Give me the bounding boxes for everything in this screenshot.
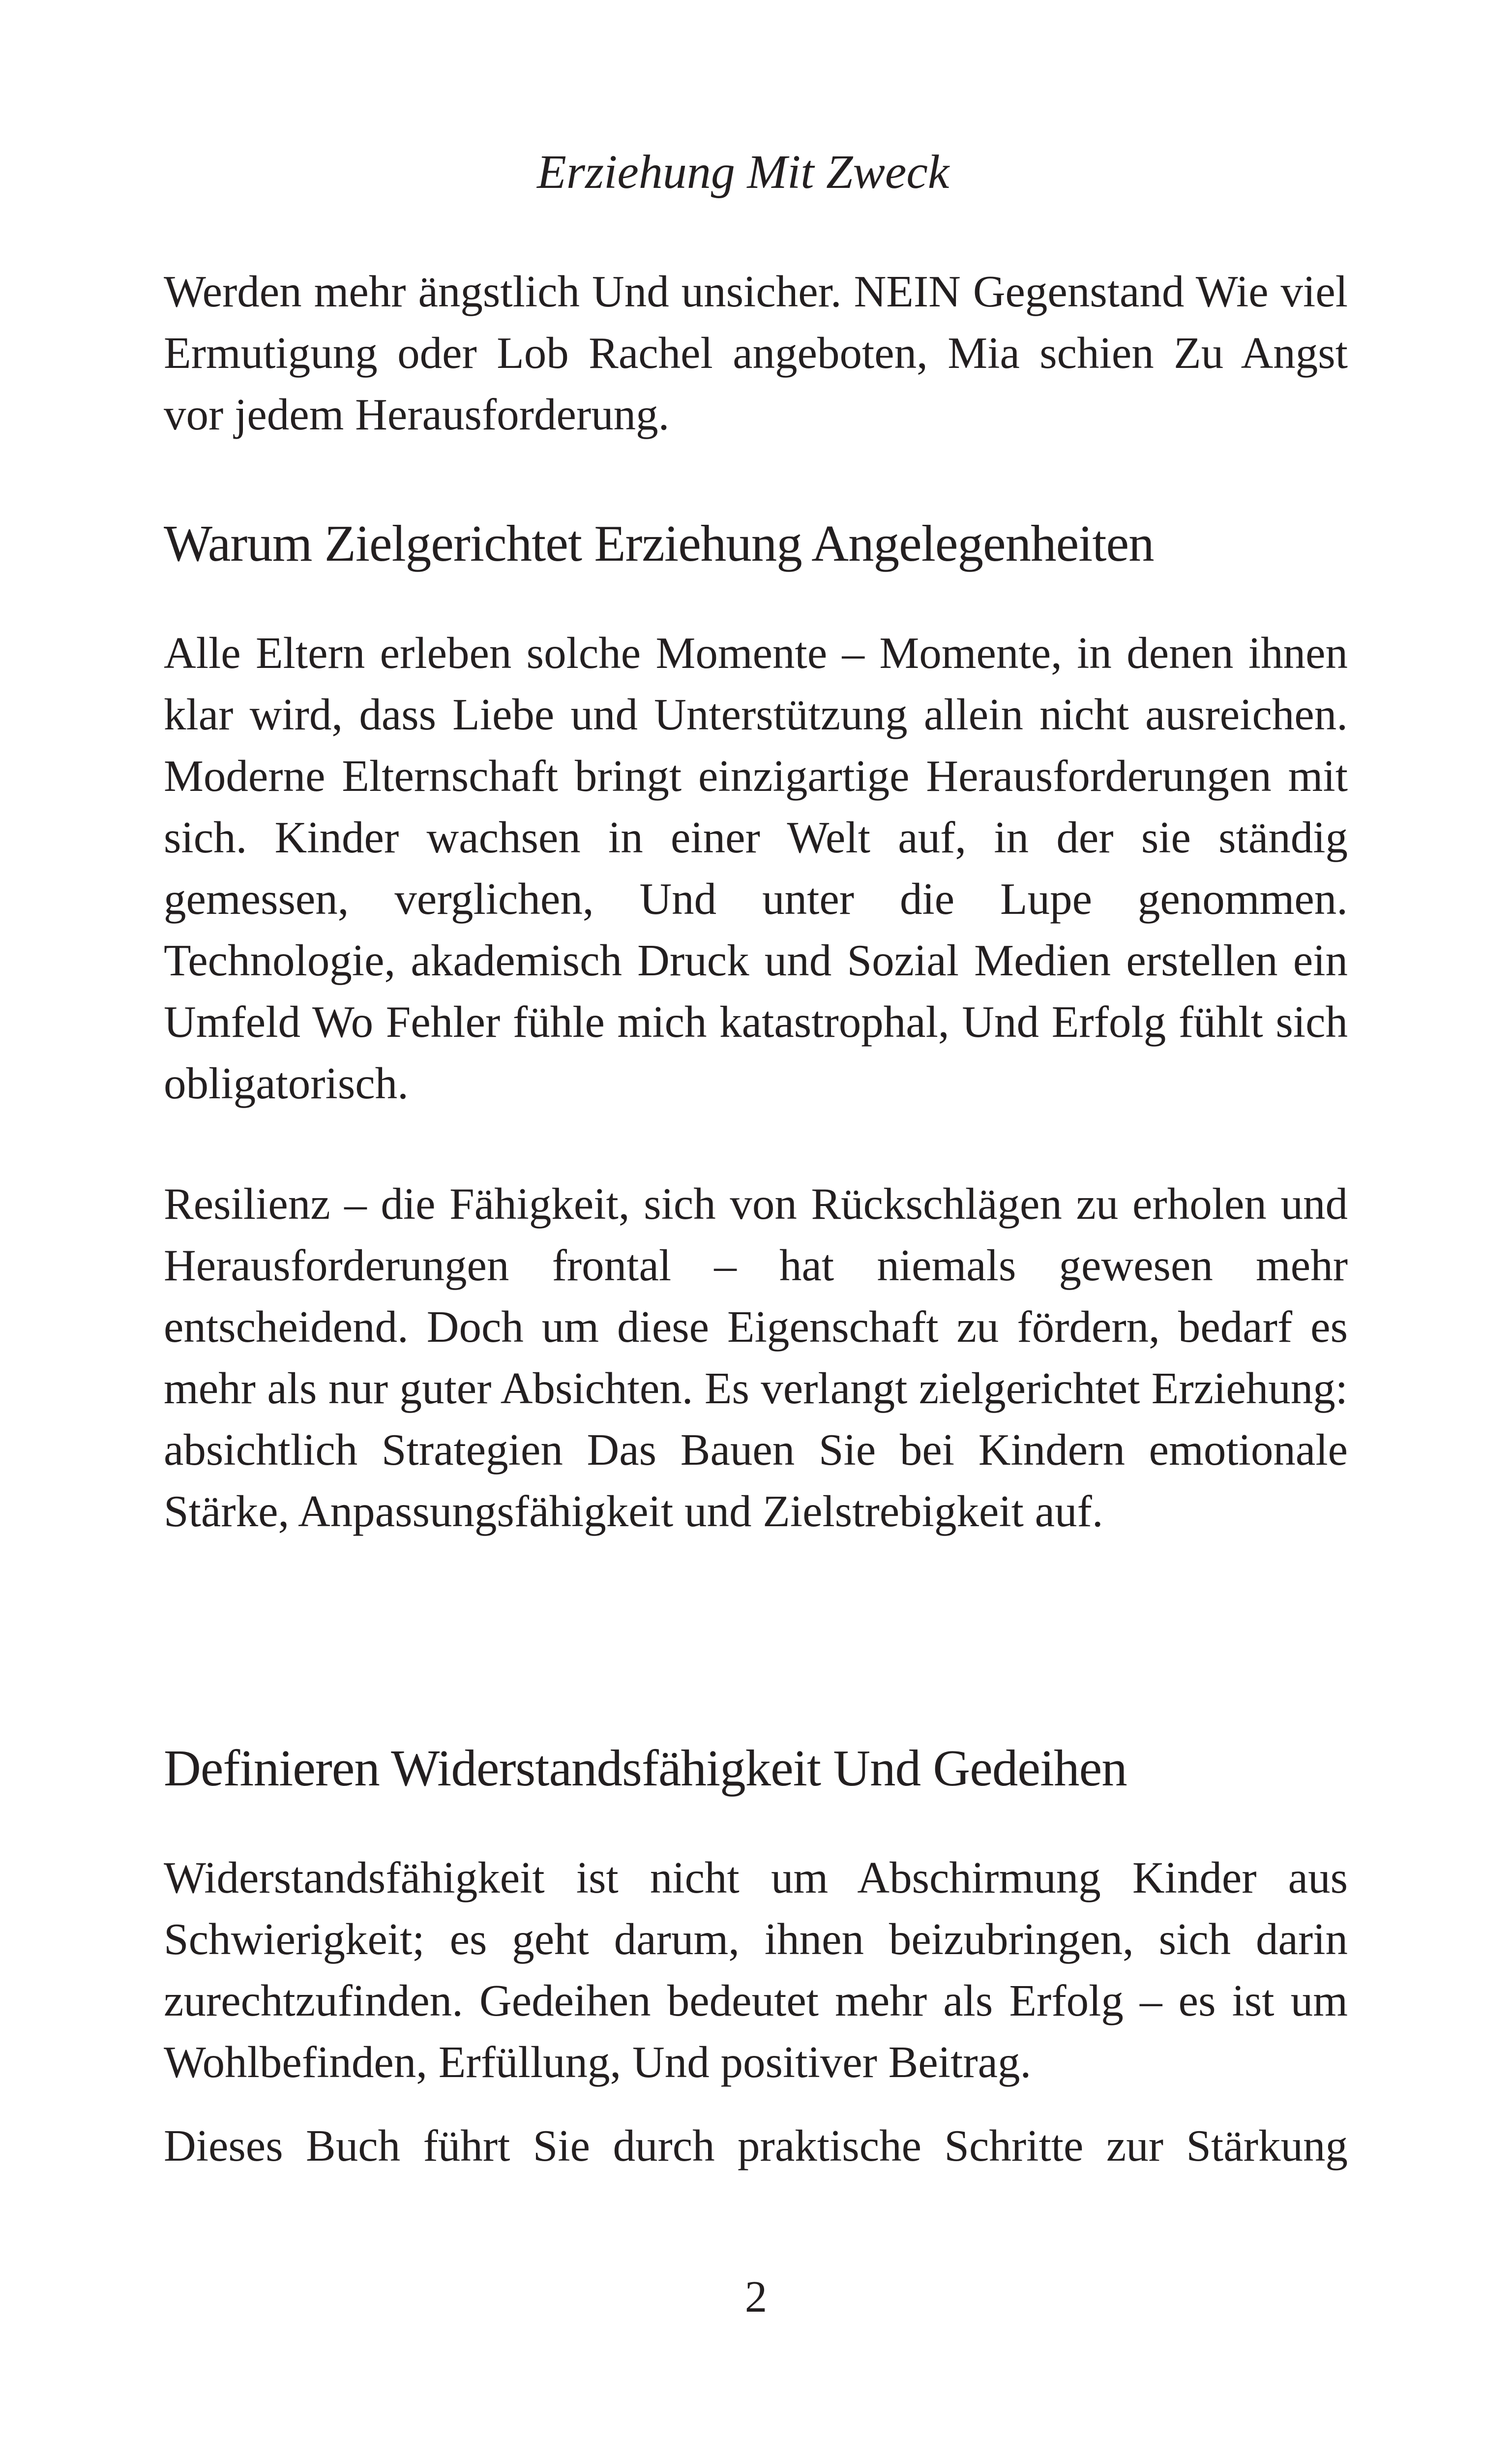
paragraph-definition: Widerstandsfähigkeit ist nicht um Abschirmung Kinder aus Schwierigkeit; es geht darum, ihnen beizubringen, sich darin zurechtzufinden. Gedeihen bedeutet mehr als Erfolg – es ist um Wohlbefinden, Erfüllung, Und positiver Beitrag. — [164, 1853, 1348, 2087]
running-title: Erziehung Mit Zweck — [537, 146, 949, 199]
section-heading-define: Definieren Widerstandsfähigkeit Und Gedeihen — [164, 1739, 1127, 1797]
page-number: 2 — [744, 2272, 768, 2322]
paragraph-resilience: Resilienz – die Fähigkeit, sich von Rückschlägen zu erholen und Herausforderungen frontal – hat niemals gewesen mehr entscheidend. Doch um diese Eigenschaft zu fördern, bedarf es mehr als nur guter Absichten. Es verlangt zielgerichtet Erziehung: absichtlich Strategien Das Bauen Sie bei Kindern emotionale Stärke, Anpassungsfähigkeit und Zielstrebigkeit auf. — [164, 1179, 1348, 1536]
paragraph-intro: Werden mehr ängstlich Und unsicher. NEIN Gegenstand Wie viel Ermutigung oder Lob Rachel angeboten, Mia schien Zu Angst vor jedem Herausforderung. — [164, 267, 1348, 439]
running-header — [0, 143, 1512, 202]
paragraph-parenting-moments: Alle Eltern erleben solche Momente – Momente, in denen ihnen klar wird, dass Liebe und Unterstützung allein nicht ausreichen. Moderne Elternschaft bringt einzigartige Herausforderungen mit sich. Kinder wachsen in einer Welt auf, in der sie ständig gemessen, verglichen, Und unter die Lupe genommen. Technologie, akademisch Druck und Sozial Medien erstellen ein Umfeld Wo Fehler fühle mich katastrophal, Und Erfolg fühlt sich obligatorisch. — [164, 628, 1348, 1108]
paragraph-continuation: Dieses Buch führt Sie durch praktische Schritte zur Stärkung — [164, 2121, 1348, 2171]
section-heading-why: Warum Zielgerichtet Erziehung Angelegenheiten — [164, 514, 1154, 572]
